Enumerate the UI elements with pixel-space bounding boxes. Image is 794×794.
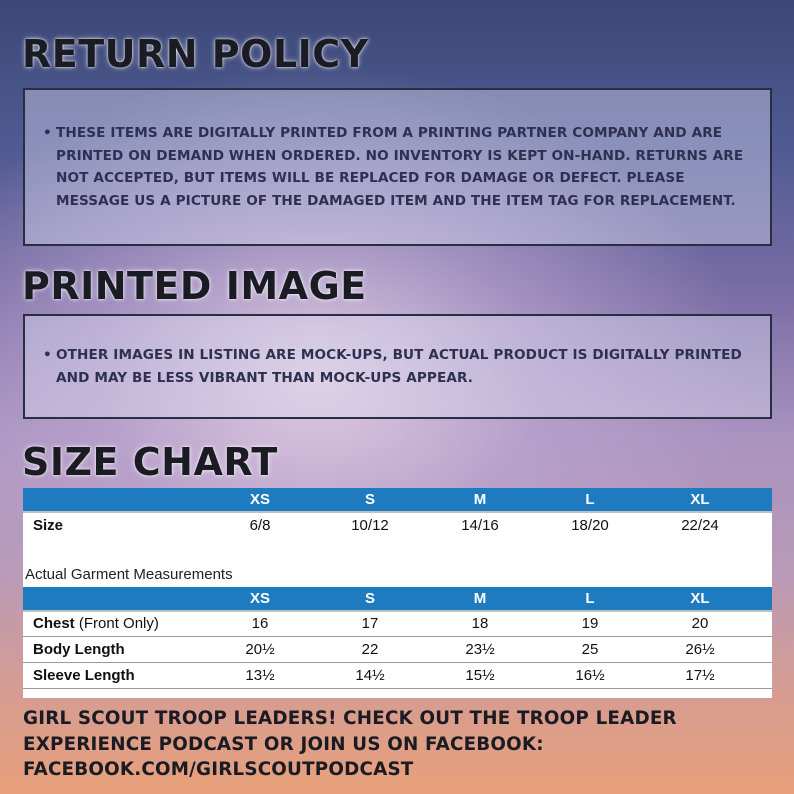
measurement-header-xl: XL <box>690 590 710 607</box>
size-header-s: S <box>364 491 375 508</box>
chest-value: 18 <box>471 615 489 632</box>
measurement-header-m: M <box>473 590 487 607</box>
size-value: 14/16 <box>461 517 499 534</box>
size-row <box>23 513 772 538</box>
size-value: 18/20 <box>571 517 609 534</box>
sleeve-length-label: Sleeve Length <box>33 667 135 684</box>
sleeve-length-value: 17½ <box>685 667 715 684</box>
printed-image-list <box>43 344 756 389</box>
sleeve-length-value: 13½ <box>245 667 275 684</box>
size-header-l: L <box>585 491 595 508</box>
measurement-header-l: L <box>585 590 595 607</box>
size-value: 6/8 <box>249 517 271 534</box>
chest-value: 17 <box>361 615 379 632</box>
footer-line-1: GIRL SCOUT TROOP LEADERS! CHECK OUT THE TROOP LEADER <box>23 708 677 729</box>
sleeve-length-value: 15½ <box>465 667 495 684</box>
body-length-value: 22 <box>361 641 379 658</box>
sleeve-length-value: 16½ <box>575 667 605 684</box>
measurement-header-xs: XS <box>249 590 270 607</box>
chest-value: 19 <box>581 615 599 632</box>
size-chart-table <box>23 488 772 698</box>
measurements-note: Actual Garment Measurements <box>25 566 233 583</box>
size-value: 22/24 <box>681 517 719 534</box>
return-policy-heading: RETURN POLICY <box>22 32 369 76</box>
size-header-xs: XS <box>249 491 270 508</box>
return-policy-bullet: • THESE ITEMS ARE DIGITALLY PRINTED FROM A PRINTING PARTNER COMPANY AND ARE PRINTED ON DEMAND WHEN ORDERED. NO INVENTORY IS KEPT ON-HAND. RETURNS ARE NOT ACCEPTED, BUT ITEMS WILL BE REPLACED FOR DAMAGE OR DEFECT. PLEASE MESSAGE US A PICTURE OF THE DAMAGED ITEM AND THE ITEM TAG FOR REPLACEMENT. <box>43 122 756 212</box>
chest-row <box>23 611 772 637</box>
chest-value: 16 <box>251 615 269 632</box>
size-header-xl: XL <box>690 491 710 508</box>
body-length-value: 25 <box>581 641 599 658</box>
sleeve-length-row <box>23 663 772 689</box>
size-header-row <box>23 488 772 513</box>
printed-image-bullet: • OTHER IMAGES IN LISTING ARE MOCK-UPS, BUT ACTUAL PRODUCT IS DIGITALLY PRINTED AND MAY BE LESS VIBRANT THAN MOCK-UPS APPEAR. <box>43 344 756 389</box>
printed-image-heading: PRINTED IMAGE <box>22 264 367 308</box>
chest-value: 20 <box>691 615 709 632</box>
footer-line-2: EXPERIENCE PODCAST OR JOIN US ON FACEBOOK: <box>23 733 544 755</box>
body-length-row <box>23 637 772 663</box>
body-length-value: 26½ <box>685 641 715 658</box>
size-chart-heading: SIZE CHART <box>22 440 278 484</box>
measurement-header-row <box>23 587 772 612</box>
measurement-header-s: S <box>364 590 375 607</box>
body-length-value: 23½ <box>465 641 495 658</box>
printed-image-box <box>23 314 772 419</box>
promo-footer <box>23 706 783 783</box>
size-header-m: M <box>473 491 487 508</box>
sleeve-length-value: 14½ <box>355 667 385 684</box>
return-policy-list <box>43 122 756 212</box>
footer-facebook-link[interactable]: FACEBOOK.COM/GIRLSCOUTPODCAST <box>23 759 414 780</box>
size-row-label: Size <box>33 517 64 534</box>
size-value: 10/12 <box>351 517 389 534</box>
chest-label: Chest (Front Only) <box>33 615 159 632</box>
body-length-label: Body Length <box>33 641 125 658</box>
body-length-value: 20½ <box>245 641 275 658</box>
return-policy-box <box>23 88 772 246</box>
